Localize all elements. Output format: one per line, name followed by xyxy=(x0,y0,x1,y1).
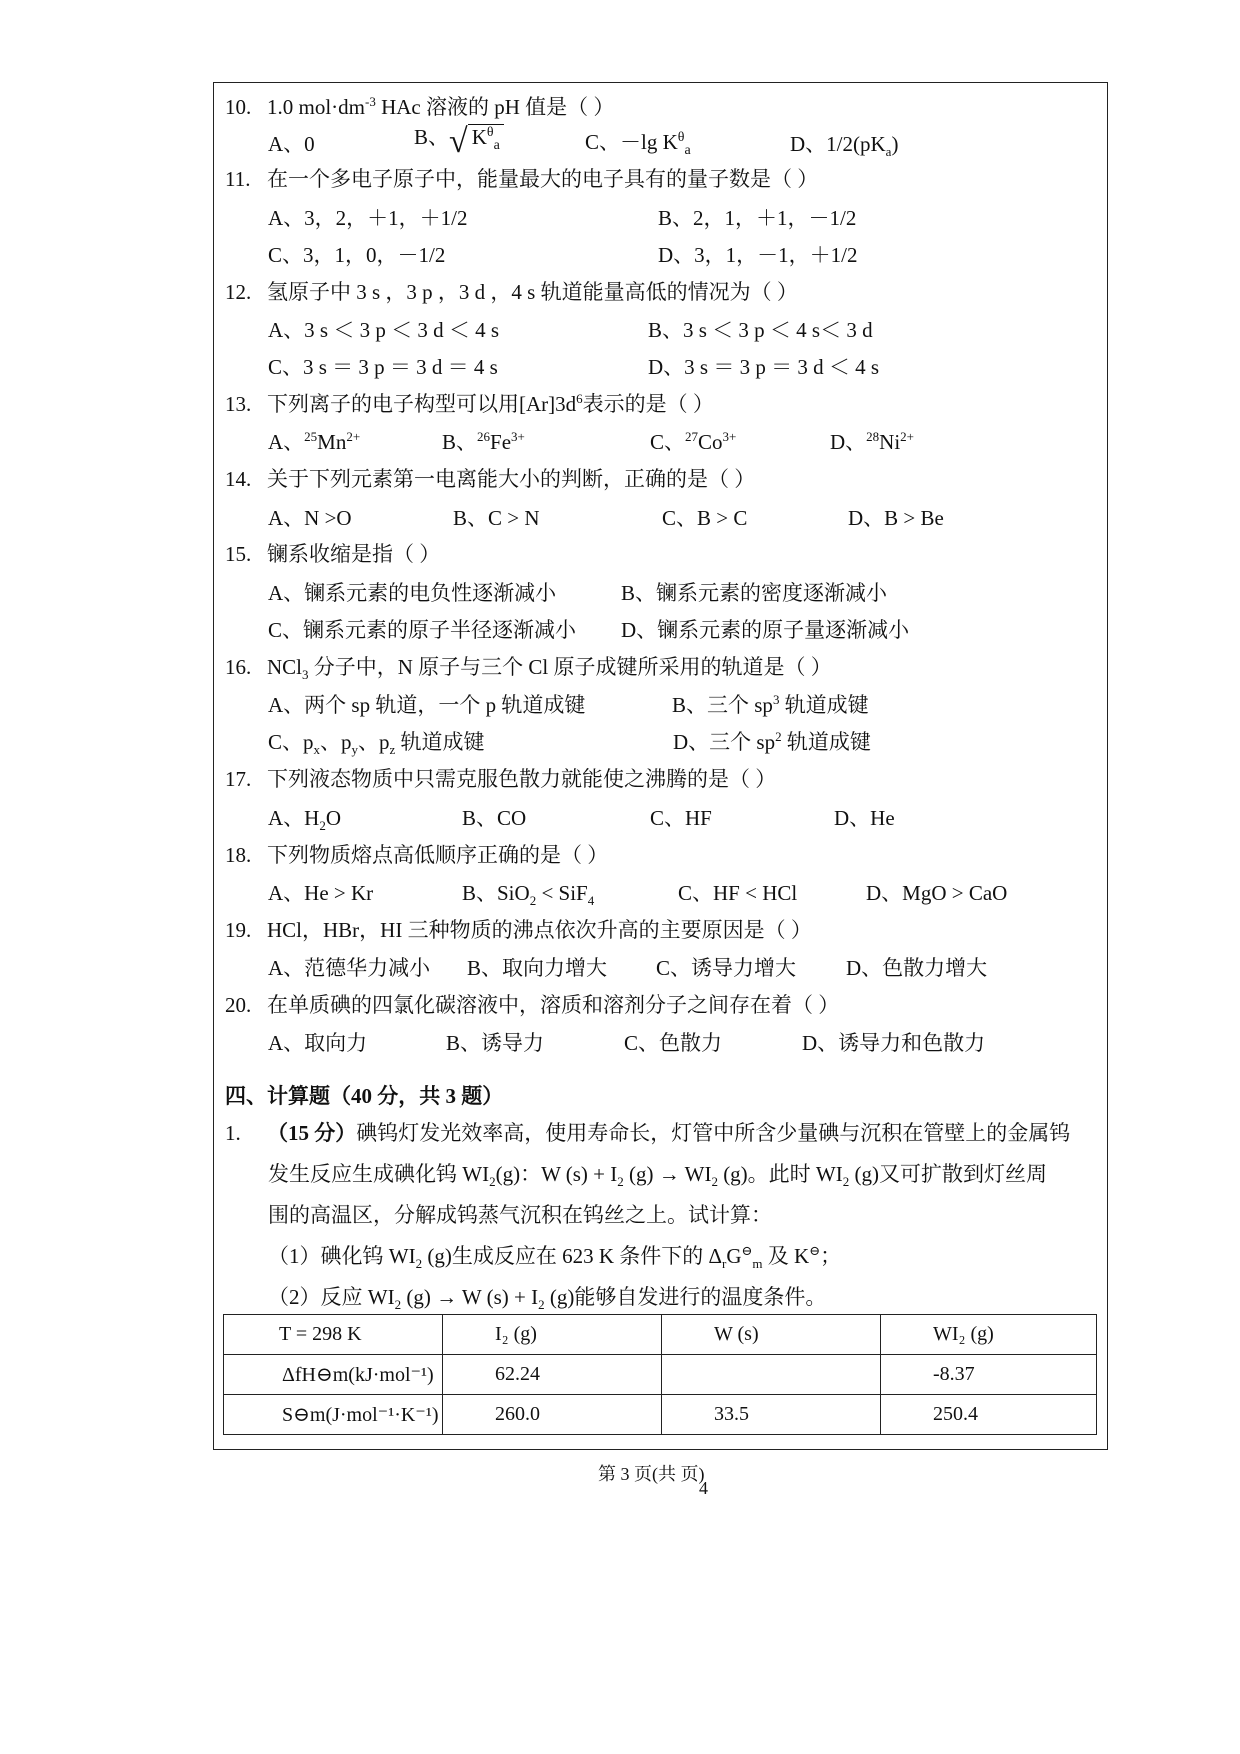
option-a: A、N >O xyxy=(268,506,352,530)
problem-text: (g)生成反应在 623 K 条件下的 Δ xyxy=(422,1244,722,1268)
option-d: D、3，1，－1，＋1/2 xyxy=(658,243,858,267)
option-d: D、诱导力和色散力 xyxy=(802,1031,986,1055)
standard-state-symbol: ⊖ xyxy=(809,1243,821,1258)
option-a: A、3 s ＜ 3 p ＜ 3 d ＜ 4 s xyxy=(268,318,500,342)
mass-number: 26 xyxy=(477,429,491,444)
option-text: C、p xyxy=(268,730,314,754)
option-b: B、CO xyxy=(462,806,527,830)
option-b: B、2，1，＋1，－1/2 xyxy=(658,206,857,230)
row-label-entropy: S⊖m(J·mol⁻¹·K⁻¹) xyxy=(224,1395,443,1435)
option-a xyxy=(268,806,342,834)
subscript: 2 xyxy=(394,1297,402,1313)
table-header-cell: W (s) xyxy=(662,1315,881,1355)
question-text: NCl xyxy=(267,655,303,679)
subscript: 2 xyxy=(319,818,326,834)
subscript: a xyxy=(684,143,691,159)
subscript: r xyxy=(721,1256,727,1272)
question-number: 17. xyxy=(225,767,252,791)
question-text: 镧系收缩是指（ ） xyxy=(267,542,441,566)
option-b: B、镧系元素的密度逐渐减小 xyxy=(621,581,888,605)
option-label: C、 xyxy=(650,430,686,454)
option-c: C、B > C xyxy=(662,506,748,530)
question-13 xyxy=(225,391,714,416)
mass-number: 25 xyxy=(304,429,318,444)
charge: 2+ xyxy=(346,429,361,444)
problem-text: ； xyxy=(820,1244,842,1268)
sqrt-content xyxy=(468,124,504,154)
thermo-data-table xyxy=(223,1314,1097,1435)
question-number: 18. xyxy=(225,843,252,867)
question-17 xyxy=(225,769,776,790)
page-footer: 第 3 页(共 页) xyxy=(598,1464,705,1484)
option-d: D、3 s ＝ 3 p ＝ 3 d ＜ 4 s xyxy=(648,355,880,379)
subscript: x xyxy=(313,742,321,758)
option-d: D、B > Be xyxy=(848,506,944,530)
option-text: D、三个 sp xyxy=(673,730,776,754)
problem-text: 及 K xyxy=(762,1244,810,1268)
row-label-enthalpy: ΔfH⊖m(kJ·mol⁻¹) xyxy=(224,1355,443,1395)
question-text: 下列离子的电子构型可以用[Ar]3d xyxy=(267,392,577,416)
option-a: A、范德华力减小 xyxy=(268,956,431,980)
table-header-cell: I₂ (g) xyxy=(443,1315,662,1355)
question-14 xyxy=(225,469,755,490)
question-19 xyxy=(225,920,812,941)
question-text: HAc 溶液的 pH 值是（ ） xyxy=(375,95,615,119)
question-text: 分子中，N 原子与三个 Cl 原子成键所采用的轨道是（ ） xyxy=(308,655,832,679)
calc-problem-1-line3: 围的高温区，分解成钨蒸气沉积在钨丝之上。试计算： xyxy=(268,1203,772,1227)
option-d: D、He xyxy=(834,806,895,830)
option-text: 轨道成键 xyxy=(779,693,869,717)
subscript: 3 xyxy=(302,667,309,683)
table-header-cell: T = 298 K xyxy=(224,1315,443,1355)
option-c xyxy=(268,730,485,758)
table-cell: 62.24 xyxy=(443,1355,662,1395)
question-number: 14. xyxy=(225,467,252,491)
table-cell: 260.0 xyxy=(443,1395,662,1435)
section-heading: 四、计算题（40 分，共 3 题） xyxy=(225,1084,504,1108)
question-20 xyxy=(225,995,839,1016)
question-11 xyxy=(225,169,818,190)
mass-number: 28 xyxy=(866,429,880,444)
option-d: D、镧系元素的原子量逐渐减小 xyxy=(621,618,910,642)
option-text: O xyxy=(325,806,342,830)
option-a: A、He > Kr xyxy=(268,881,374,905)
problem-text: (g)：W (s) + I xyxy=(495,1162,618,1186)
subscript: 4 xyxy=(587,893,595,909)
calc-problem-1-line1 xyxy=(225,1123,1070,1144)
option-c: C、HF < HCl xyxy=(678,881,798,905)
subscript: y xyxy=(351,742,359,758)
problem-text: (g)能够自发进行的温度条件。 xyxy=(544,1285,827,1309)
sqrt-symbol: √ xyxy=(449,123,468,160)
option-d xyxy=(790,132,899,160)
subscript: 2 xyxy=(842,1174,850,1190)
option-d xyxy=(673,729,871,754)
calc-problem-1-line2 xyxy=(268,1162,1047,1190)
problem-text: (g) → W (s) + I xyxy=(401,1285,539,1309)
table-header-cell: WI₂ (g) xyxy=(881,1315,1097,1355)
subscript: 2 xyxy=(617,1174,624,1190)
option-b: B、诱导力 xyxy=(446,1031,545,1055)
question-number: 12. xyxy=(225,280,252,304)
option-label: D、 xyxy=(830,430,867,454)
option-b xyxy=(442,429,525,454)
subscript: a xyxy=(885,144,892,160)
calc-problem-1-part2 xyxy=(268,1285,827,1313)
option-text: 、p xyxy=(320,730,352,754)
table-header-row xyxy=(224,1315,1097,1355)
question-text: 下列物质熔点高低顺序正确的是（ ） xyxy=(267,843,609,867)
question-number: 15. xyxy=(225,542,252,566)
option-b xyxy=(462,881,595,909)
option-b: B、C > N xyxy=(453,506,540,530)
option-b xyxy=(672,692,869,717)
question-18 xyxy=(225,845,608,866)
option-text: B、三个 sp xyxy=(672,693,773,717)
option-d: D、色散力增大 xyxy=(846,956,988,980)
option-label: A、 xyxy=(268,430,305,454)
question-15 xyxy=(225,544,440,565)
problem-text: (g)又可扩散到灯丝周 xyxy=(849,1162,1047,1186)
option-text: B、SiO xyxy=(462,881,530,905)
table-cell: 250.4 xyxy=(881,1395,1097,1435)
superscript: θ xyxy=(677,130,685,145)
question-text: 关于下列元素第一电离能大小的判断，正确的是（ ） xyxy=(267,467,756,491)
question-text: 下列液态物质中只需克服色散力就能使之沸腾的是（ ） xyxy=(267,767,777,791)
table-cell: -8.37 xyxy=(881,1355,1097,1395)
question-text: 表示的是（ ） xyxy=(582,392,714,416)
option-b: B、取向力增大 xyxy=(467,956,608,980)
option-c xyxy=(650,429,737,454)
charge: 3+ xyxy=(722,429,737,444)
option-text: 轨道成键 xyxy=(781,730,871,754)
problem-text: (g)。此时 WI xyxy=(717,1162,843,1186)
option-c: C、诱导力增大 xyxy=(656,956,797,980)
subscript: 2 xyxy=(538,1297,545,1313)
question-number: 19. xyxy=(225,918,252,942)
superscript: θ xyxy=(486,125,494,140)
symbol: K xyxy=(471,125,487,149)
calc-problem-1-part1 xyxy=(268,1243,842,1272)
superscript: 3 xyxy=(772,692,780,707)
option-c: C、3 s ＝ 3 p ＝ 3 d ＝ 4 s xyxy=(268,355,498,379)
problem-text: (g) → WI xyxy=(623,1162,712,1186)
option-text: < SiF xyxy=(536,881,588,905)
option-c: C、3，1，0，－1/2 xyxy=(268,243,446,267)
option-a: A、3，2，＋1，＋1/2 xyxy=(268,206,468,230)
question-16 xyxy=(225,655,832,683)
table-row xyxy=(224,1355,1097,1395)
option-text: C、－lg K xyxy=(585,130,678,154)
question-text: 氢原子中 3 s ，3 p ，3 d ，4 s 轨道能量高低的情况为（ ） xyxy=(267,280,798,304)
superscript: 6 xyxy=(576,391,583,406)
option-d xyxy=(830,429,915,454)
table-cell xyxy=(662,1355,881,1395)
question-number: 11. xyxy=(225,167,251,191)
option-a: A、镧系元素的电负性逐渐减小 xyxy=(268,581,557,605)
option-c: C、镧系元素的原子半径逐渐减小 xyxy=(268,618,577,642)
question-12 xyxy=(225,282,798,303)
problem-number: 1. xyxy=(225,1121,241,1145)
option-c: C、色散力 xyxy=(624,1031,723,1055)
option-text: A、H xyxy=(268,806,320,830)
option-label: B、 xyxy=(442,430,478,454)
standard-state-symbol: ⊖ xyxy=(741,1243,753,1258)
symbol: G xyxy=(726,1244,742,1268)
question-number: 16. xyxy=(225,655,252,679)
option-d: D、MgO > CaO xyxy=(866,881,1008,905)
element: Mn xyxy=(317,430,347,454)
subscript: 2 xyxy=(529,893,537,909)
problem-text: 碘钨灯发光效率高，使用寿命长，灯管中所含少量碘与沉积在管壁上的金属钨 xyxy=(356,1121,1071,1145)
subscript: 2 xyxy=(489,1174,496,1190)
subscript: z xyxy=(389,742,396,758)
option-a: A、两个 sp 轨道，一个 p 轨道成键 xyxy=(268,693,586,717)
question-text: HCl，HBr，HI 三种物质的沸点依次升高的主要原因是（ ） xyxy=(267,918,812,942)
option-a: A、取向力 xyxy=(268,1031,368,1055)
option-a xyxy=(268,429,361,454)
question-number: 20. xyxy=(225,993,252,1017)
question-10 xyxy=(225,94,615,119)
question-text: 1.0 mol·dm xyxy=(267,95,365,119)
option-a: A、0 xyxy=(268,132,315,156)
element: Fe xyxy=(490,430,512,454)
subscript: a xyxy=(493,138,500,154)
option-label: B、 xyxy=(414,125,450,149)
table-cell: 33.5 xyxy=(662,1395,881,1435)
element: Ni xyxy=(879,430,901,454)
option-text: 轨道成键 xyxy=(395,730,485,754)
option-text: D、1/2(pK xyxy=(790,132,886,156)
option-text: ) xyxy=(891,132,899,156)
mass-number: 27 xyxy=(685,429,699,444)
page-total: 4 xyxy=(699,1478,708,1498)
subscript: 2 xyxy=(415,1256,423,1272)
charge: 2+ xyxy=(900,429,915,444)
charge: 3+ xyxy=(511,429,525,444)
option-b: B、3 s ＜ 3 p ＜ 4 s＜ 3 d xyxy=(648,318,873,342)
question-number: 10. xyxy=(225,95,252,119)
question-text: 在单质碘的四氯化碳溶液中，溶质和溶剂分子之间存在着（ ） xyxy=(267,993,840,1017)
subscript: m xyxy=(752,1256,763,1272)
points-label: （15 分） xyxy=(267,1121,357,1145)
table-row xyxy=(224,1395,1097,1435)
subscript: 2 xyxy=(711,1174,718,1190)
problem-text: （2）反应 WI xyxy=(268,1285,395,1309)
superscript: -3 xyxy=(365,94,376,109)
element: Co xyxy=(698,430,723,454)
question-number: 13. xyxy=(225,392,252,416)
question-text: 在一个多电子原子中，能量最大的电子具有的量子数是（ ） xyxy=(267,167,819,191)
option-c: C、HF xyxy=(650,806,712,830)
option-text: 、p xyxy=(358,730,390,754)
problem-text: （1）碘化钨 WI xyxy=(268,1244,416,1268)
option-b xyxy=(414,124,504,159)
problem-text: 发生反应生成碘化钨 WI xyxy=(268,1162,490,1186)
option-c xyxy=(585,130,691,159)
superscript: 2 xyxy=(775,729,782,744)
